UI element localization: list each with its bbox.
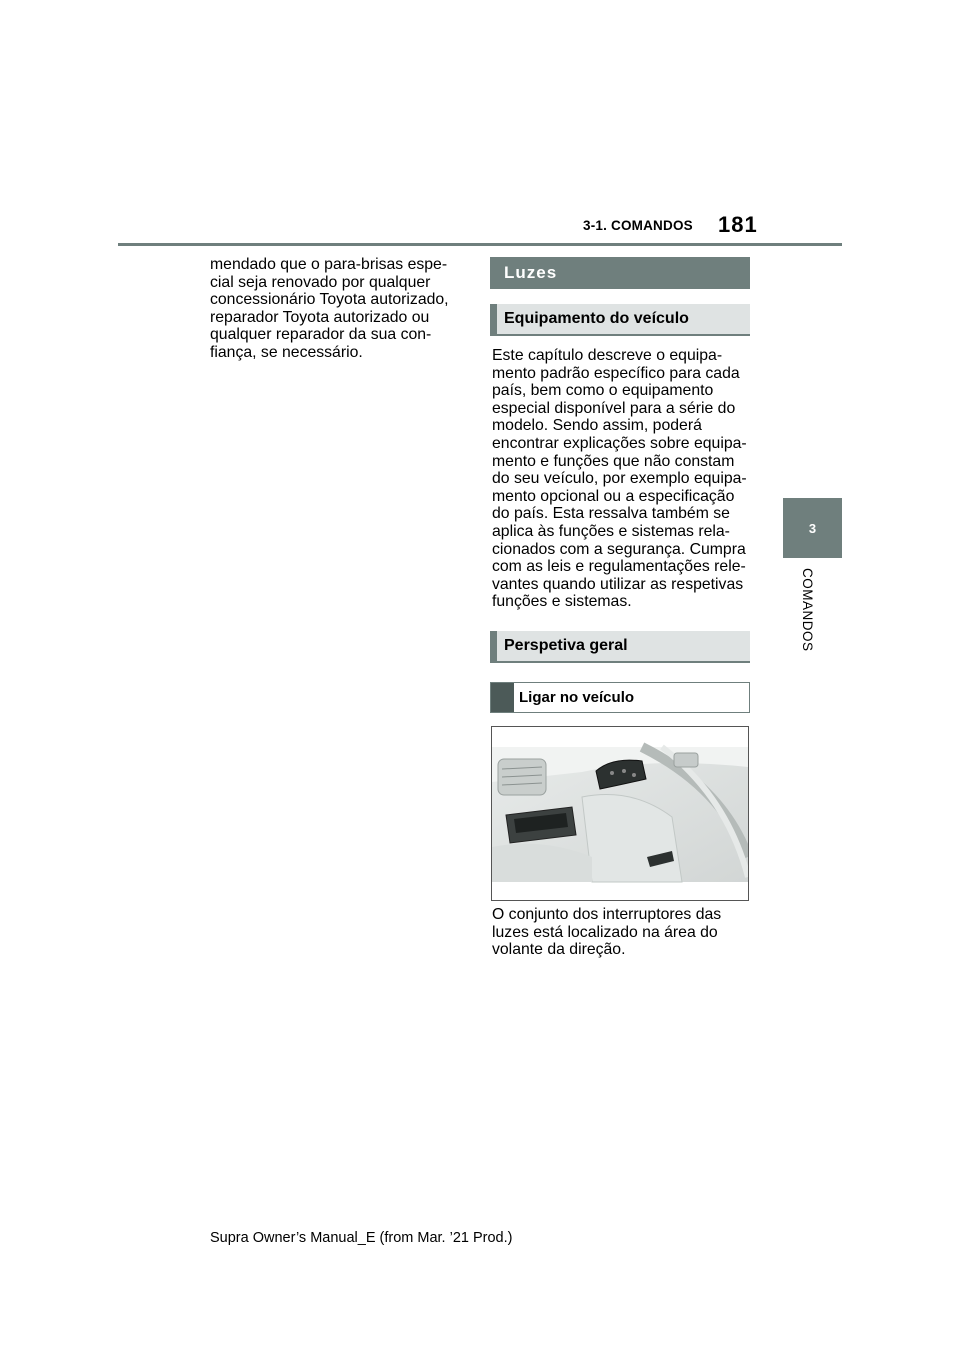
ligar-subheading-box	[490, 682, 750, 713]
running-section-title: 3-1. COMANDOS	[583, 218, 693, 233]
figure-caption: O conjunto dos interruptores das luzes está localizado na área do volante da direção.	[492, 906, 722, 959]
perspetiva-heading: Perspetiva geral	[490, 631, 750, 663]
equipamento-paragraph: Este capítulo descreve o equipa- mento padrão específico para cada país, bem como o equipamento especial disponível para a série do modelo. Sendo assim, poderá encontrar explicações sobre equipa- mento e funções que não constam do seu veículo, por exemplo equipa- mento opcional ou a especificação do país. Esta ressalva também se aplica às funções e sistemas rela- cionados com a segurança. Cumpra com as leis e regulamentações rele- vantes quando utilizar as respetivas funções e sistemas.	[492, 347, 747, 611]
equipamento-heading: Equipamento do veículo	[490, 304, 750, 336]
left-column-paragraph: mendado que o para-brisas espe- cial seja renovado por qualquer concessionário Toyota autorizado, reparador Toyota autorizado ou qualquer reparador da sua con- fiança, se necessário.	[210, 256, 449, 361]
header-divider	[118, 243, 842, 246]
subheading-marker	[491, 683, 514, 712]
main-heading: Luzes	[490, 257, 750, 289]
air-vent	[498, 759, 546, 795]
chapter-tab-label: COMANDOS	[800, 568, 815, 652]
chapter-number: 3	[808, 520, 817, 536]
steering-column-illustration	[492, 727, 748, 900]
page-footer: Supra Owner’s Manual_E (from Mar. ’21 Prod.)	[210, 1230, 513, 1246]
page-number: 181	[718, 212, 758, 237]
light-switch-figure	[491, 726, 749, 901]
ligar-subheading: Ligar no veículo	[519, 689, 635, 706]
chapter-tab	[783, 498, 842, 558]
button-icon	[674, 753, 698, 767]
